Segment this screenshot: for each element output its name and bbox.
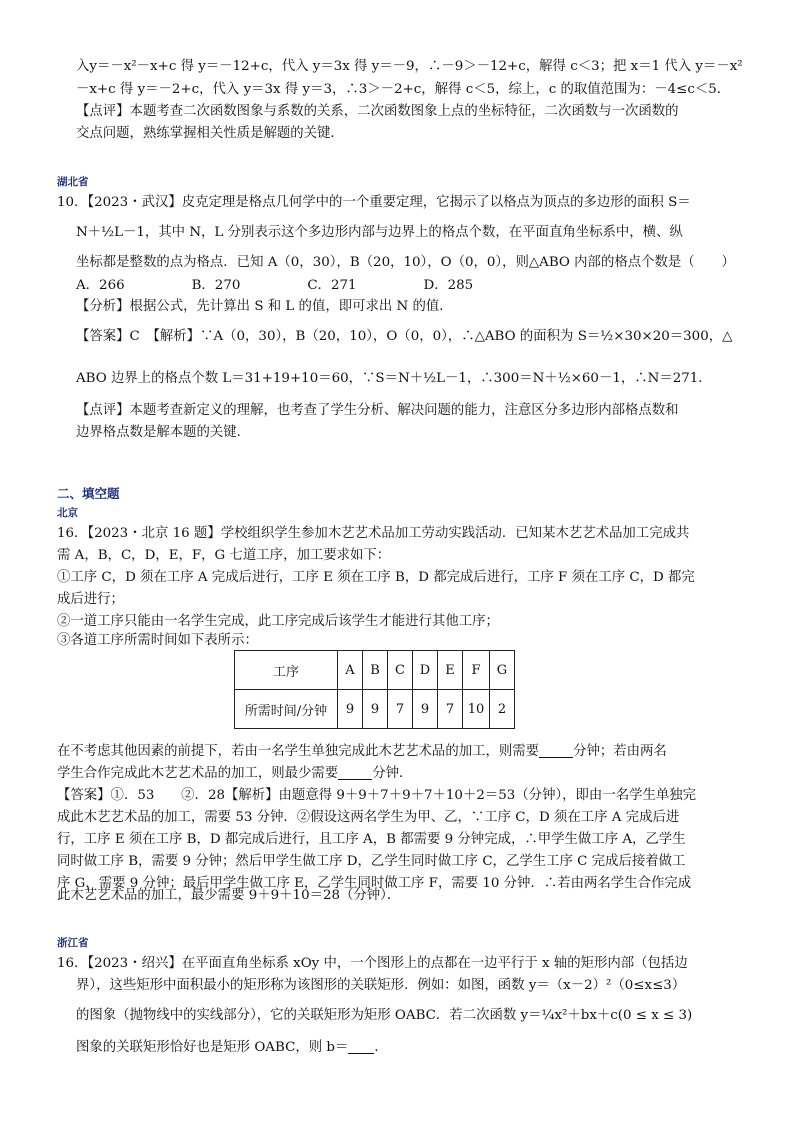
text-line: 同时做工序 B，需要 9 分钟；然后甲学生做工序 D，乙学生同时做工序 C，乙学生工序 C 完成后接着做工: [57, 854, 686, 869]
question-10-stem: 10．【2023・武汉】皮克定理是格点几何学中的一个重要定理，它揭示了以格点为顶点的多边形的面积 S＝: [57, 195, 691, 210]
text-segment: 图象的关联矩形恰好也是矩形 OABC，则 b＝: [76, 1040, 349, 1055]
text-line: 【点评】本题考查二次函数图象与系数的关系，二次函数图象上点的坐标特征，二次函数与一次函数的: [76, 104, 679, 119]
table-cell: D: [413, 651, 438, 690]
fill-blank-line: [76, 1038, 388, 1058]
answer-blank: [539, 743, 573, 758]
fill-blank-line: [57, 742, 667, 762]
text-line: N＋½L－1，其中 N，L 分别表示这个多边形内部与边界上的格点个数，在平面直角坐标系中，横、纵: [76, 225, 683, 240]
answer-line: 【答案】①．53 ②．28【解析】由题意得 9＋9＋7＋9＋7＋10＋2＝53（分钟），即由一名学生单独完: [57, 788, 697, 803]
comment-line: 【点评】本题考查新定义的理解，也考查了学生分析、解决问题的能力，注意区分多边形内部格点数和: [76, 403, 679, 418]
answer-blank: [348, 1039, 374, 1054]
text-segment: 分钟．: [372, 766, 413, 781]
table-header-cell: 所需时间/分钟: [235, 690, 338, 729]
text-line: ③各道工序所需时间如下表所示：: [57, 633, 258, 648]
table-cell: B: [363, 651, 388, 690]
text-line: 交点问题，熟练掌握相关性质是解题的关键．: [76, 126, 344, 141]
section-heading: 二、填空题: [57, 486, 120, 501]
text-segment: 在不考虑其他因素的前提下，若由一名学生单独完成此木艺艺术品的加工，则需要: [57, 744, 540, 759]
table-cell: C: [388, 651, 413, 690]
text-line: 成后进行；: [57, 592, 124, 607]
table-row: [235, 690, 515, 729]
table-cell: 9: [338, 690, 363, 729]
text-line: 坐标都是整数的点为格点．已知 A（0，30），B（20，10），O（0，0），则△ABO 内部的格点个数是（ ）: [76, 255, 735, 270]
province-heading: 湖北省: [57, 176, 89, 188]
table-row: [235, 651, 515, 690]
table-header-cell: 工序: [235, 651, 338, 690]
text-segment: 分钟；若由两名: [573, 744, 667, 759]
table-cell: F: [463, 651, 490, 690]
table-cell: 9: [363, 690, 388, 729]
table-cell: E: [438, 651, 463, 690]
table-cell: 2: [490, 690, 515, 729]
table-cell: 10: [463, 690, 490, 729]
text-line: 界），这些矩形中面积最小的矩形称为该图形的关联矩形．例如：如图，函数 y＝（x－2）²（0≤x≤3）: [76, 978, 686, 993]
table-cell: 7: [438, 690, 463, 729]
text-line: 成此木艺艺术品的加工，需要 53 分钟．②假设这两名学生为甲、乙，∵工序 C，D 须在工序 A 完成后进: [57, 810, 680, 825]
text-line: 的图象（抛物线中的实线部分），它的关联矩形为矩形 OABC．若二次函数 y＝¼x²＋bx＋c(0 ≤ x ≤ 3): [76, 1008, 693, 1023]
fill-blank-line: [57, 764, 412, 784]
analysis-line: 【分析】根据公式，先计算出 S 和 L 的值，即可求出 N 的值．: [76, 299, 453, 314]
question-16-stem: 16．【2023・北京 16 题】学校组织学生参加木艺艺术品加工劳动实践活动．已知某木艺艺术品加工完成共: [57, 526, 690, 541]
answer-options: A．266 B．270 C．271 D．285: [76, 278, 474, 293]
answer-blank: [338, 765, 372, 780]
text-line: ①工序 C，D 须在工序 A 完成后进行，工序 E 须在工序 B，D 都完成后进行，工序 F 须在工序 C，D 都完: [57, 570, 695, 585]
answer-line: 【答案】C 【解析】∵A（0，30），B（20，10），O（0，0），∴△ABO 的面积为 S＝½×30×20＝300，△: [76, 329, 733, 344]
text-line: －x+c 得 y＝－2+c，代入 y＝3x 得 y＝3，∴3＞－2+c，解得 c＜5，综上，c 的取值范围为：－4≤c＜5．: [76, 82, 731, 97]
table-cell: 9: [413, 690, 438, 729]
text-segment: ．: [374, 1040, 388, 1055]
text-segment: 学生合作完成此木艺艺术品的加工，则最少需要: [57, 766, 339, 781]
question-16-zhejiang-stem: 16．【2023・绍兴】在平面直角坐标系 xOy 中，一个图形上的点都在一边平行于 x 轴的矩形内部（包括边: [57, 956, 688, 971]
text-line: 行，工序 E 须在工序 B，D 都完成后进行，且工序 A，B 都需要 9 分钟完成，∴甲学生做工序 A，乙学生: [57, 832, 686, 847]
province-heading: 北京: [57, 507, 78, 519]
table-cell: 7: [388, 690, 413, 729]
text-line: 边界格点数是解本题的关键．: [76, 425, 251, 440]
table-cell: A: [338, 651, 363, 690]
text-line: 需 A，B，C，D，E，F，G 七道工序，加工要求如下：: [57, 548, 391, 563]
text-line: 此木艺艺术品的加工，最少需要 9＋9＋10＝28（分钟）．: [57, 888, 401, 903]
text-line: ②一道工序只能由一名学生完成，此工序完成后该学生才能进行其他工序；: [57, 614, 499, 629]
text-line: 入y＝－x²－x+c 得 y＝－12+c，代入 y＝3x 得 y＝－9，∴－9＞－12+c，解得 c＜3；把 x＝1 代入 y＝－x²: [76, 59, 743, 74]
text-line: ABO 边界上的格点个数 L＝31+19+10＝60，∵S＝N＋½L－1，∴300＝N＋½×60－1，∴N＝271．: [76, 371, 712, 386]
province-heading: 浙江省: [57, 937, 89, 949]
text-line: 序 G，需要 9 分钟；最后甲学生做工序 E，乙学生同时做工序 F，需要 10 分钟．∴若由两名学生合作完成: [57, 876, 692, 891]
table-cell: G: [490, 651, 515, 690]
process-time-table: [234, 650, 515, 729]
